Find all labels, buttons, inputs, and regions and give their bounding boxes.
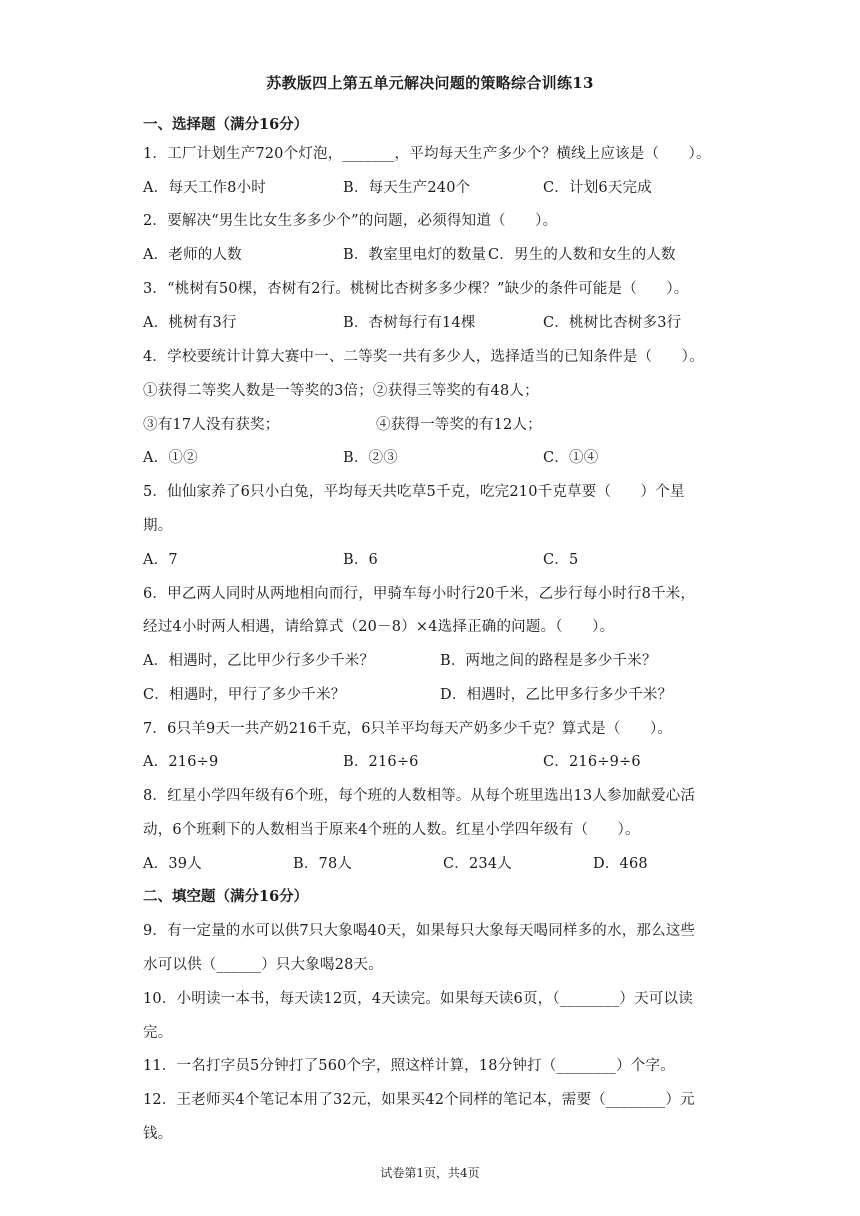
question-3-option-c: C．桃树比杏树多3行 [543,315,682,331]
question-12-stem-line-2: 钱。 [143,1126,173,1142]
question-9-stem-line-1: 9．有一定量的水可以供7只大象喝40天，如果每只大象每天喝同样多的水，那么这些 [143,923,696,939]
question-1-option-a: A．每天工作8小时 [143,180,266,196]
question-3-stem: 3．“桃树有50棵，杏树有2行。桃树比杏树多多少棵？”缺少的条件可能是（ ）。 [143,281,689,297]
question-4-condition-3: ③有17人没有获奖； [143,417,280,433]
question-12-stem-line-1: 12．王老师买4个笔记本用了32元，如果买42个同样的笔记本，需要（________）元 [143,1092,695,1108]
question-1-option-b: B．每天生产240个 [343,180,471,196]
section-heading-fill-blank: 二、填空题（满分16分） [143,888,309,905]
question-6-stem-line-2: 经过4小时两人相遇，请给算式（20－8）×4选择正确的问题。（ ）。 [143,619,615,635]
question-11-stem: 11．一名打字员5分钟打了560个字，照这样计算，18分钟打（________）个字。 [143,1058,675,1074]
question-2-option-c: C．男生的人数和女生的人数 [488,247,676,263]
question-1-option-c: C．计划6天完成 [543,180,652,196]
question-6-option-c: C．相遇时，甲行了多少千米？ [143,687,346,703]
question-8-stem-line-1: 8．红星小学四年级有6个班，每个班的人数相等。从每个班里选出13人参加献爱心活 [143,788,696,804]
question-2-stem: 2．要解决“男生比女生多多少个”的问题，必须得知道（ ）。 [143,213,558,229]
question-6-stem-line-1: 6．甲乙两人同时从两地相向而行，甲骑车每小时行20千米，乙步行每小时行8千米， [143,586,696,602]
question-5-option-c: C．5 [543,552,579,568]
question-8-option-c: C．234人 [443,856,512,872]
document-title: 苏教版四上第五单元解决问题的策略综合训练13 [266,74,594,92]
question-10-stem-line-1: 10．小明读一本书，每天读12页，4天读完。如果每天读6页，（________）天可以读 [143,991,693,1007]
question-5-stem-line-1: 5．仙仙家养了6只小白兔，平均每天共吃草5千克，吃完210千克草要（ ）个星 [143,484,685,500]
question-1-stem: 1．工厂计划生产720个灯泡，_______，平均每天生产多少个？横线上应该是（ ）。 [143,146,711,162]
question-8-option-d: D．468 [593,856,648,872]
question-10-stem-line-2: 完。 [143,1025,173,1041]
question-6-option-d: D．相遇时，乙比甲多行多少千米？ [440,687,673,703]
page-footer: 试卷第1页，共4页 [380,1166,480,1180]
question-4-stem: 4．学校要统计计算大赛中一、二等奖一共有多少人，选择适当的已知条件是（ ）。 [143,349,704,365]
question-4-condition-4: ④获得一等奖的有12人； [376,417,542,433]
question-6-option-a: A．相遇时，乙比甲少行多少千米？ [143,653,375,669]
question-8-stem-line-2: 动，6个班剩下的人数相当于原来4个班的人数。红星小学四年级有（ ）。 [143,822,640,838]
question-5-stem-line-2: 期。 [143,518,173,534]
question-5-option-b: B．6 [343,552,378,568]
section-heading-choice: 一、选择题（满分16分） [143,116,309,133]
question-7-stem: 7．6只羊9天一共产奶216千克，6只羊平均每天产奶多少千克？算式是（ ）。 [143,721,673,737]
question-8-option-b: B．78人 [293,856,353,872]
question-5-option-a: A．7 [143,552,178,568]
question-7-option-b: B．216÷6 [343,754,419,770]
question-7-option-c: C．216÷9÷6 [543,754,641,770]
question-6-option-b: B．两地之间的路程是多少千米？ [440,653,657,669]
question-3-option-b: B．杏树每行有14棵 [343,315,476,331]
question-8-option-a: A．39人 [143,856,202,872]
question-7-option-a: A．216÷9 [143,754,219,770]
question-9-stem-line-2: 水可以供（______）只大象喝28天。 [143,957,383,973]
question-4-option-a: A．①② [143,450,198,466]
question-2-option-a: A．老师的人数 [143,247,242,263]
question-2-option-b: B．教室里电灯的数量 [343,247,487,263]
question-4-option-c: C．①④ [543,450,599,466]
question-3-option-a: A．桃树有3行 [143,315,237,331]
question-4-option-b: B．②③ [343,450,398,466]
question-4-condition-1-2: ①获得二等奖人数是一等奖的3倍；②获得三等奖的有48人； [143,383,539,399]
